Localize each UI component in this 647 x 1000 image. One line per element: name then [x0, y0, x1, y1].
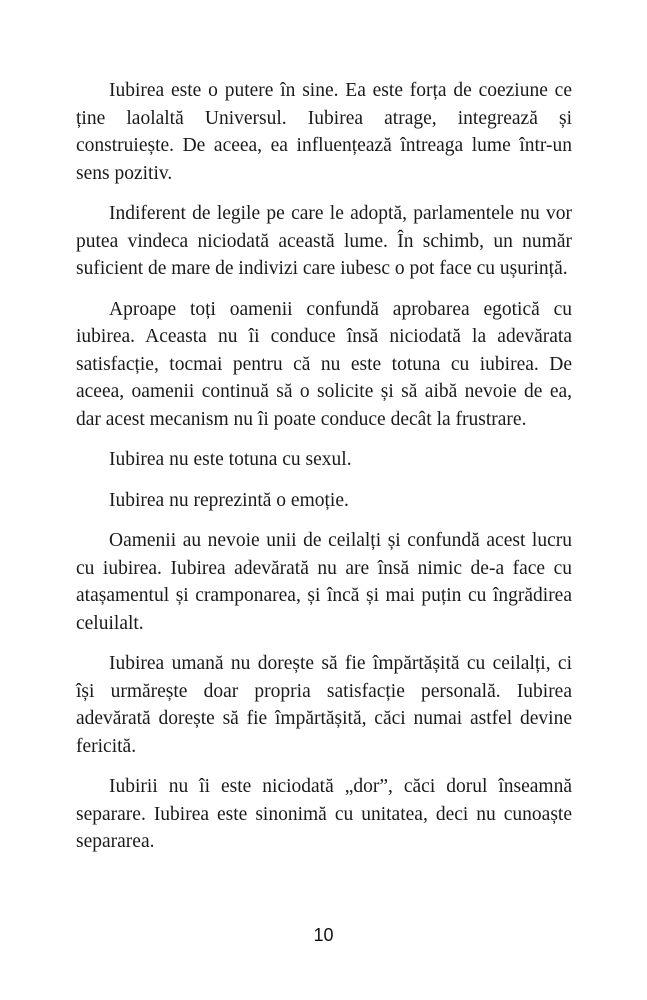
paragraph-1: Iubirea este o putere în sine. Ea este forța de coeziune ce ține laolaltă Universul. Iubirea atrage, integrează și construiește. De aceea, ea influențează întreaga lume într-un sens pozitiv. — [76, 80, 572, 184]
paragraph-5: Iubirea nu reprezintă o emoție. — [109, 489, 349, 511]
paragraph-2: Indiferent de legile pe care le adoptă, parlamentele nu vor putea vindeca niciodată această lume. În schimb, un număr suficient de mare de indivizi care iubesc o pot face cu ușurință. — [76, 203, 572, 279]
paragraph-6: Oamenii au nevoie unii de ceilalți și confundă acest lucru cu iubirea. Iubirea adevărată nu are însă nimic de-a face cu atașamentul și cramponarea, și încă și mai puțin cu îngrădirea celuilalt. — [76, 530, 572, 634]
paragraph-8: Iubirii nu îi este niciodată „dor”, căci dorul înseamnă separare. Iubirea este sinonimă cu unitatea, deci nu cunoaște separarea. — [76, 776, 572, 852]
page-text-body — [76, 77, 572, 869]
paragraph-4: Iubirea nu este totuna cu sexul. — [109, 449, 352, 470]
page-number: 10 — [313, 925, 334, 945]
paragraph-3: Aproape toți oamenii confundă aprobarea egotică cu iubirea. Aceasta nu îi conduce însă niciodată la adevărata satisfacție, tocmai pentru că nu este totuna cu iubirea. De aceea, oamenii continuă să o solicite și să aibă nevoie de ea, dar acest mecanism nu îi poate conduce decât la frustrare. — [76, 298, 572, 430]
paragraph-7: Iubirea umană nu dorește să fie împărtășită cu ceilalți, ci își urmărește doar propria satisfacție personală. Iubirea adevărată dorește să fie împărtășită, căci numai astfel devine fericită. — [76, 653, 572, 757]
